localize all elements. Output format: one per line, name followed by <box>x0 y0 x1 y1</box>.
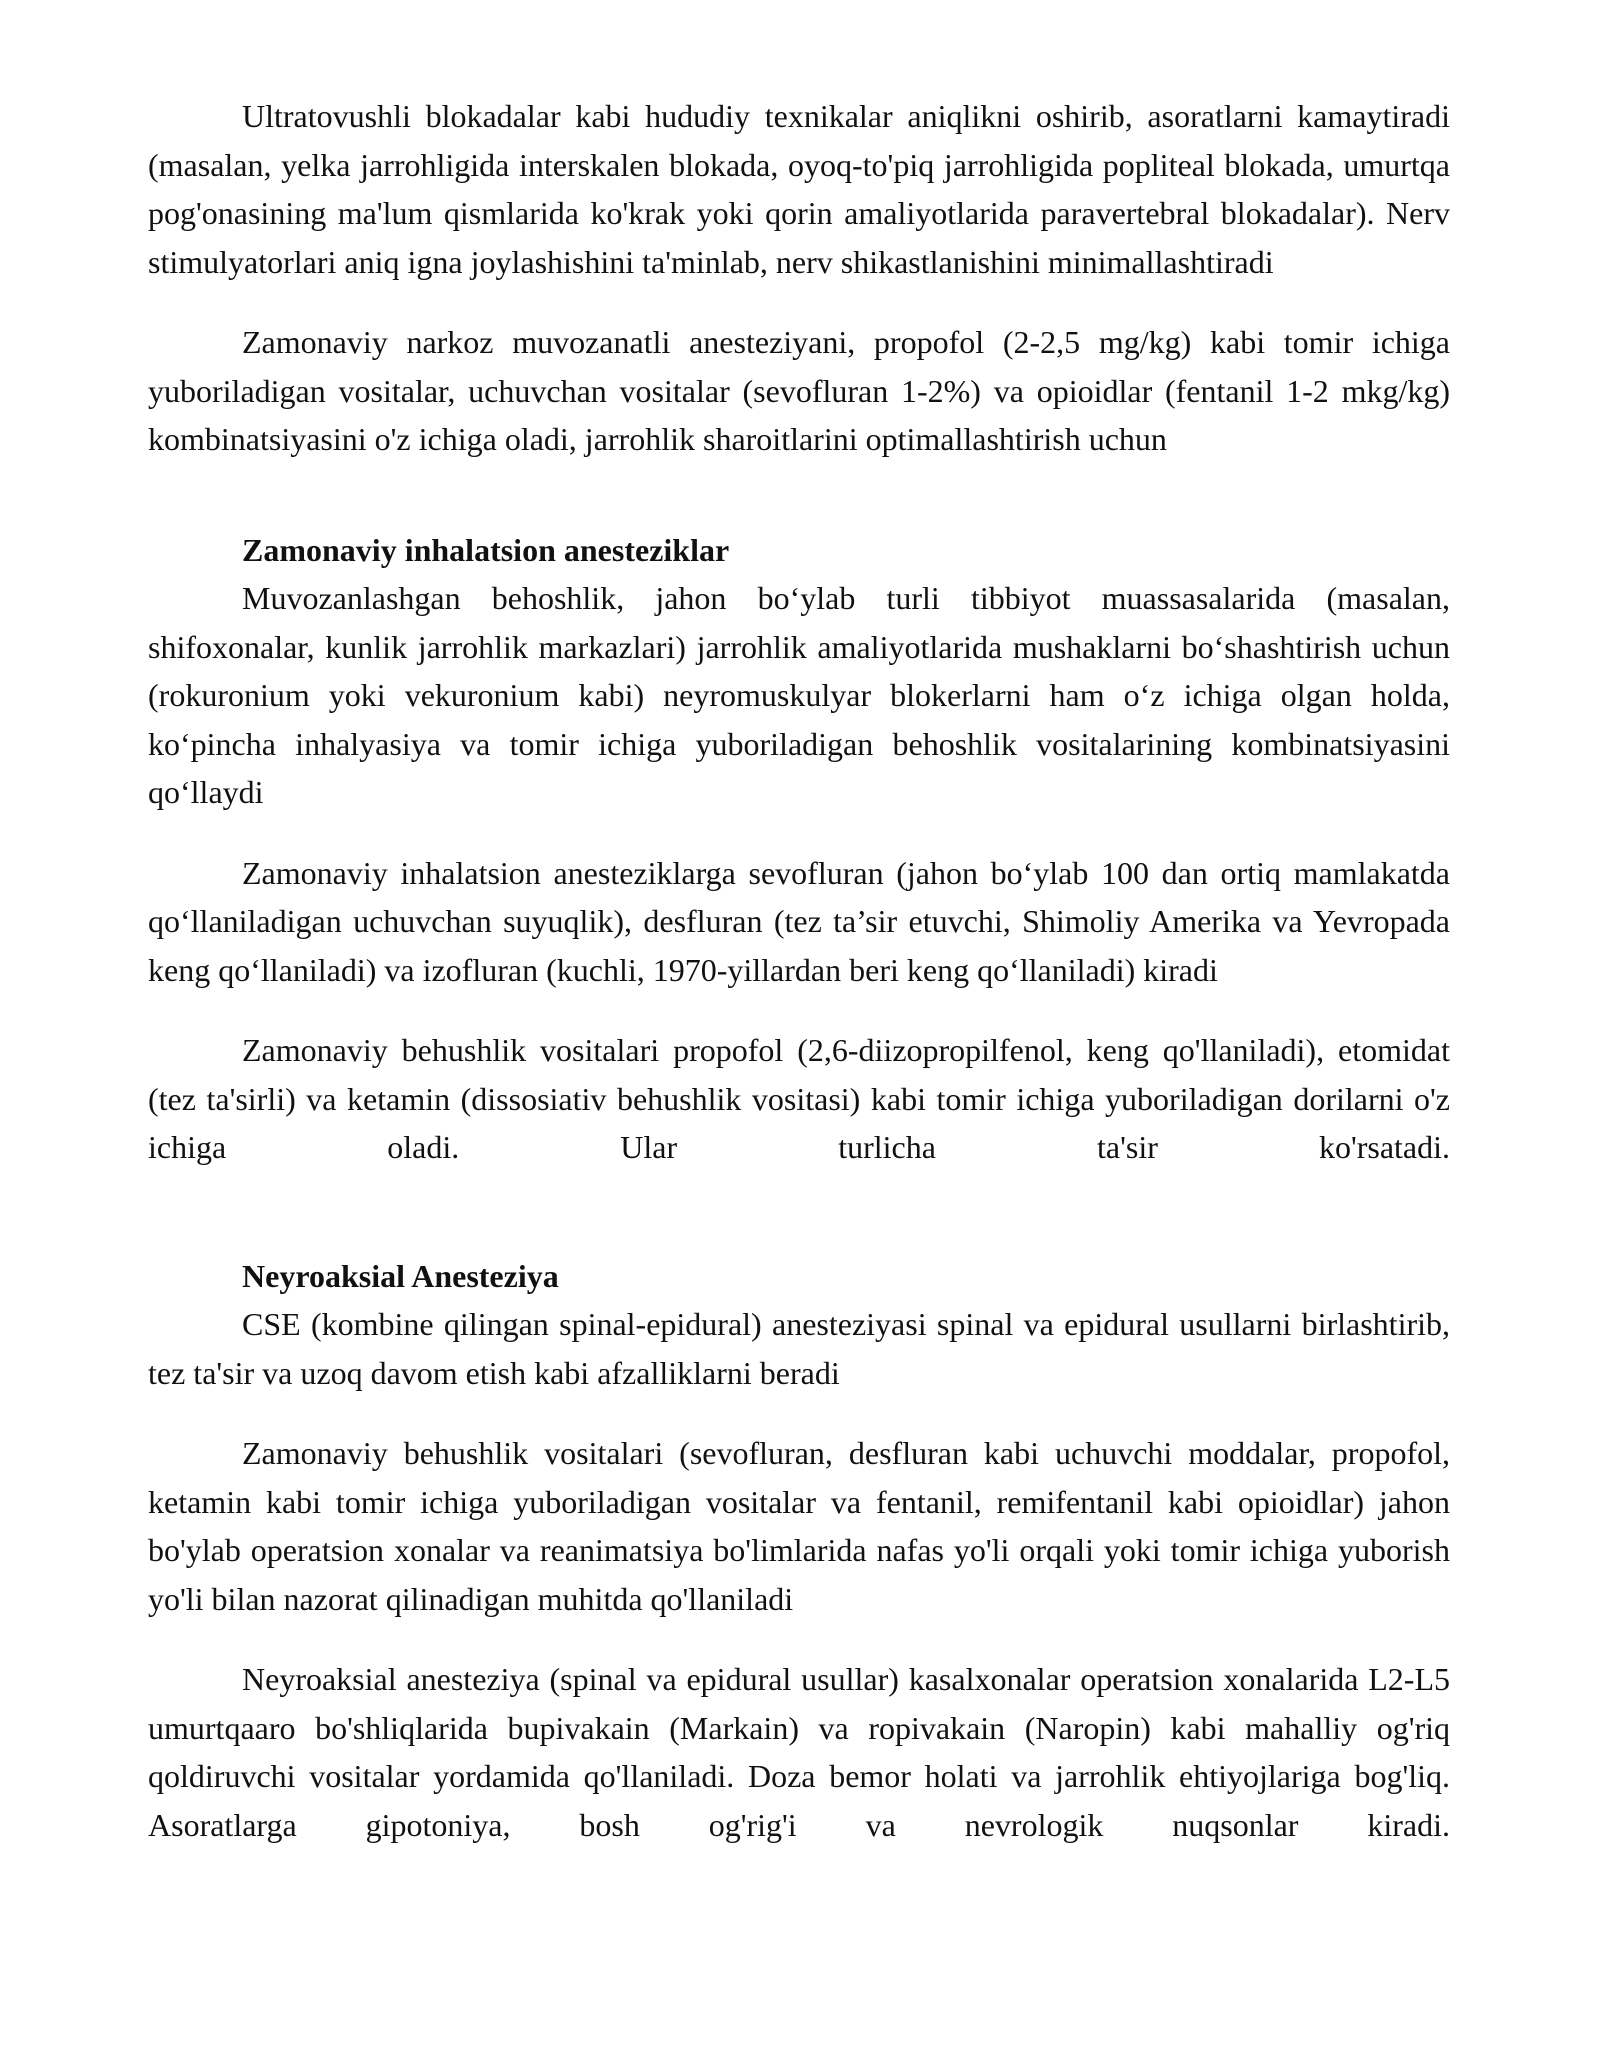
document-page <box>148 92 1450 1849</box>
paragraph-modern-agents: Zamonaviy behushlik vositalari (sevofluran, desfluran kabi uchuvchi moddalar, propofol, ketamin kabi tomir ichiga yuboriladigan vositalar va fentanil, remifentanil kabi opioidlar) jahon bo'ylab operatsion xonalar va reanimatsiya bo'limlarida nafas yo'li orqali yoki tomir ichiga yuborish yo'li bilan nazorat qilinadigan muhitda qo'llaniladi <box>148 1435 1450 1617</box>
section-heading-inhalation: Zamonaviy inhalatsion anesteziklar <box>242 531 730 568</box>
paragraph-cse: CSE (kombine qilingan spinal-epidural) anesteziyasi spinal va epidural usullarni birlashtirib, tez ta'sir va uzoq davom etish kabi afzalliklarni beradi <box>148 1306 1450 1391</box>
paragraph-neuraxial-details: Neyroaksial anesteziya (spinal va epidural usullar) kasalxonalar operatsion xonalarida L2-L5 umurtqaaro bo'shliqlarida bupivakain (Markain) va ropivakain (Naropin) kabi mahalliy og'riq qoldiruvchi vositalar yordamida qo'llaniladi. Doza bemor holati va jarrohlik ehtiyojlariga bog'liq. Asoratlarga gipotoniya, bosh og'rig'i va nevrologik nuqsonlar kiradi. <box>148 1661 1450 1843</box>
section-heading-neuraxial: Neyroaksial Anesteziya <box>242 1257 559 1294</box>
paragraph-inhalation-agents: Zamonaviy inhalatsion anesteziklarga sevofluran (jahon bo‘ylab 100 dan ortiq mamlakatda qo‘llaniladigan uchuvchan suyuqlik), desfluran (tez ta’sir etuvchi, Shimoliy Amerika va Yevropada keng qo‘llaniladi) va izofluran (kuchli, 1970-yillardan beri keng qo‘llaniladi) kiradi <box>148 854 1450 988</box>
paragraph-balanced-anesthesia: Zamonaviy narkoz muvozanatli anesteziyani, propofol (2-2,5 mg/kg) kabi tomir ichiga yuboriladigan vositalar, uchuvchan vositalar (sevofluran 1-2%) va opioidlar (fentanil 1-2 mkg/kg) kombinatsiyasini o'z ichiga oladi, jarrohlik sharoitlarini optimallashtirish uchun <box>148 324 1450 457</box>
paragraph-balanced-behoshlik: Muvozanlashgan behoshlik, jahon bo‘ylab turli tibbiyot muassasalarida (masalan, shifoxonalar, kunlik jarrohlik markazlari) jarrohlik amaliyotlarida mushaklarni bo‘shashtirish uchun (rokuronium yoki vekuronium kabi) neyromuskulyar blokerlarni ham o‘z ichiga olgan holda, ko‘pincha inhalyasiya va tomir ichiga yuboriladigan behoshlik vositalarining kombinatsiyasini qo‘llaydi <box>148 580 1450 810</box>
paragraph-regional-blocks: Ultratovushli blokadalar kabi hududiy texnikalar aniqlikni oshirib, asoratlarni kamaytiradi (masalan, yelka jarrohligida interskalen blokada, oyoq-to'piq jarrohligida popliteal blokada, umurtqa pog'onasining ma'lum qismlarida ko'krak yoki qorin amaliyotlarida paravertebral blokadalar). Nerv stimulyatorlari aniq igna joylashishini ta'minlab, nerv shikastlanishini minimallashtiradi <box>148 98 1450 280</box>
paragraph-iv-agents: Zamonaviy behushlik vositalari propofol (2,6-diizopropilfenol, keng qo'llaniladi), etomidat (tez ta'sirli) va ketamin (dissosiativ behushlik vositasi) kabi tomir ichiga yuboriladigan dorilarni o'z ichiga oladi. Ular turlicha ta'sir ko'rsatadi. <box>148 1032 1450 1165</box>
